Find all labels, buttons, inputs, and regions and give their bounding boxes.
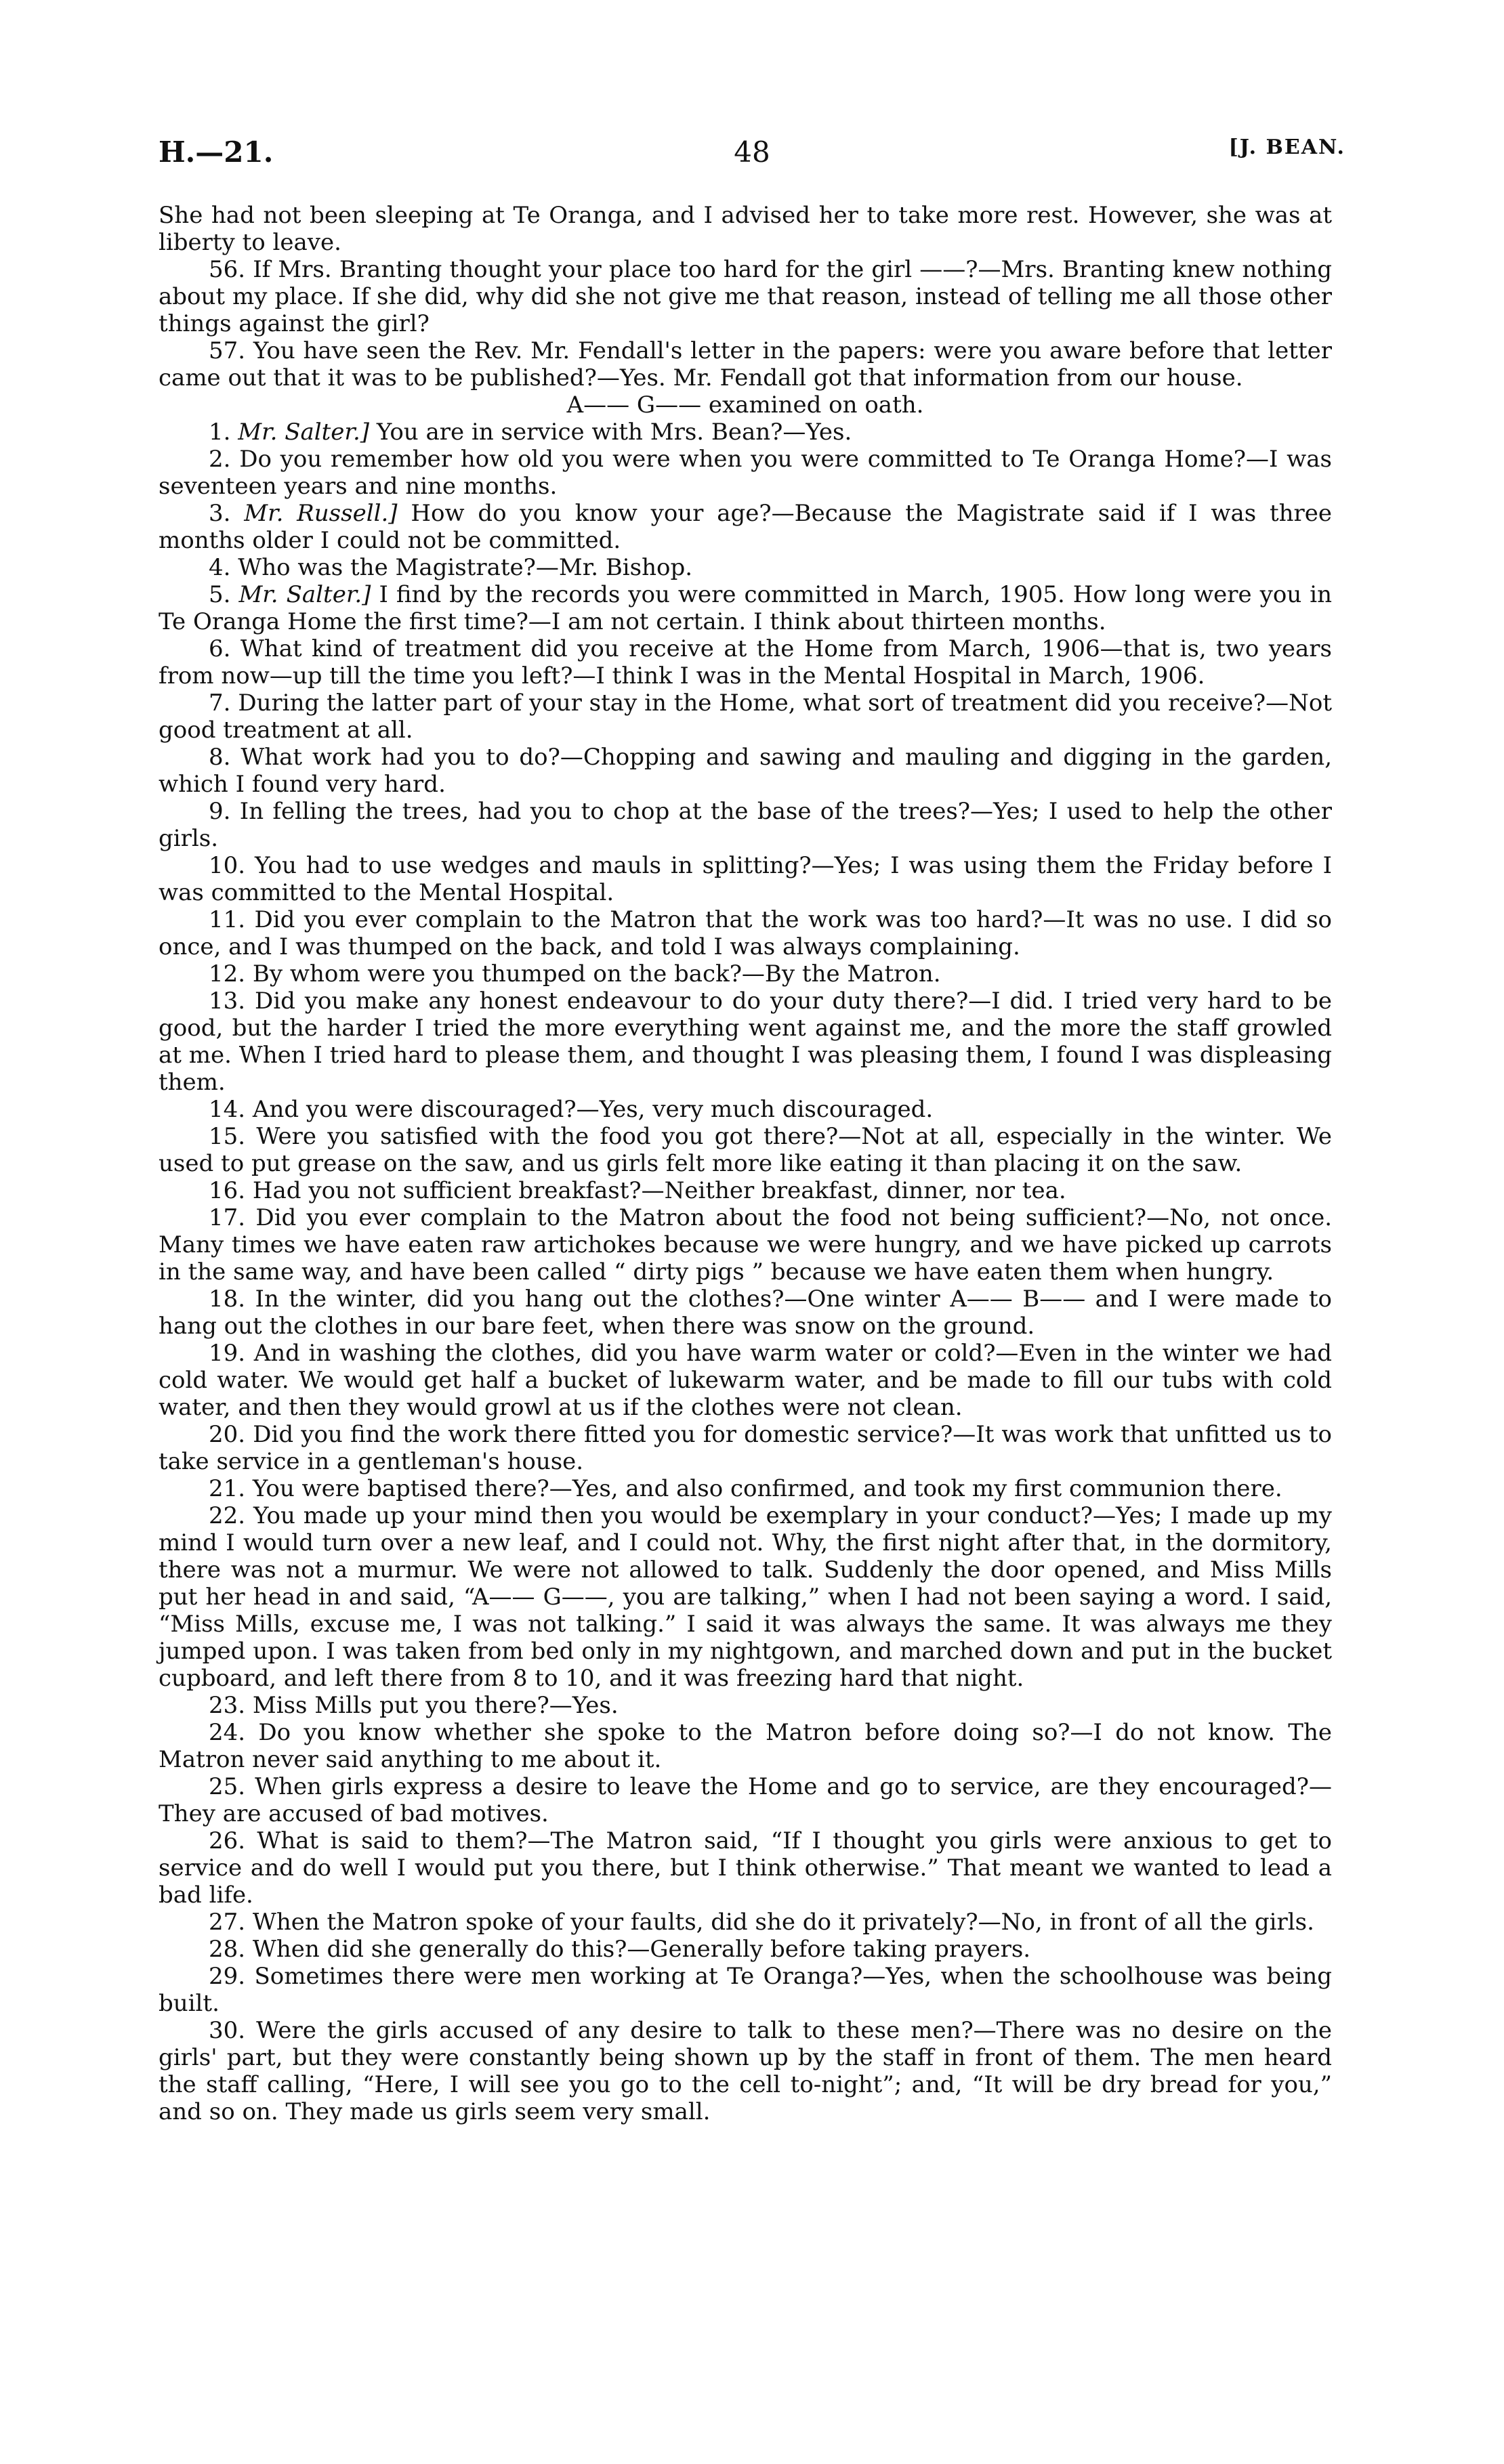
qa-item: [159, 960, 1332, 987]
question-number: 56.: [209, 256, 246, 283]
header-reference: H.—21.: [159, 135, 274, 169]
qa-text: In the winter, did you hang out the clothes?—One winter A—— B—— and I were made to hang out the clothes in our bare feet, when there was snow on the ground.: [159, 1286, 1333, 1340]
qa-text: What work had you to do?—Chopping and sawing and mauling and digging in the garden, which I found very hard.: [159, 744, 1332, 798]
question-number: 23.: [209, 1692, 246, 1719]
qa-text: Do you know whether she spoke to the Matron before doing so?—I do not know. The Matron never said anything to me about it.: [159, 1719, 1332, 1773]
intro-paragraphs: [159, 202, 1332, 391]
qa-item: [159, 500, 1332, 554]
qa-text: You had to use wedges and mauls in splitting?—Yes; I was using them the Friday before I was committed to the Mental Hospital.: [159, 852, 1333, 906]
question-number: 30.: [209, 2017, 246, 2044]
qa-text: Were you satisfied with the food you got there?—Not at all, especially in the winter. We used to put grease on the saw, and us girls felt more like eating it than placing it on the saw.: [159, 1123, 1332, 1177]
page-number: 48: [734, 135, 770, 169]
qa-text: By whom were you thumped on the back?—By the Matron.: [252, 960, 941, 987]
qa-text: In felling the trees, had you to chop at the base of the trees?—Yes; I used to help the other girls.: [159, 798, 1332, 852]
question-number: 21.: [209, 1475, 246, 1502]
question-number: 16.: [209, 1177, 246, 1204]
paragraph-text: If Mrs. Branting thought your place too hard for the girl ——?—Mrs. Branting knew nothing about my place. If she did, why did she not give me that reason, instead of telling me all those other things against the girl?: [159, 256, 1332, 337]
qa-item: [159, 689, 1332, 744]
question-number: 10.: [209, 852, 246, 879]
qa-text: And in washing the clothes, did you have warm water or cold?—Even in the winter we had cold water. We would get half a bucket of lukewarm water, and be made to fill our tubs with cold water, and then they would growl at us if the clothes were not clean.: [159, 1340, 1332, 1421]
qa-text: Had you not sufficient breakfast?—Neither breakfast, dinner, nor tea.: [252, 1177, 1066, 1204]
qa-text: Miss Mills put you there?—Yes.: [252, 1692, 619, 1719]
header-witness: [J. BEAN.: [1228, 135, 1345, 159]
qa-item: [159, 1421, 1332, 1475]
question-number: 9.: [209, 798, 231, 825]
qa-text: Did you ever complain to the Matron that the work was too hard?—It was no use. I did so once, and I was thumped on the back, and told I was always complaining.: [159, 906, 1332, 960]
qa-item: [159, 419, 1332, 446]
qa-text: When girls express a desire to leave the Home and go to service, are they encouraged?—They are accused of bad motives.: [159, 1773, 1332, 1827]
qa-item: [159, 1692, 1332, 1719]
qa-item: [159, 1909, 1332, 1936]
speaker-name: Mr. Russell.]: [244, 500, 398, 527]
paragraph: [159, 337, 1332, 391]
qa-item: [159, 1773, 1332, 1827]
question-number: 5.: [209, 581, 231, 608]
qa-text: Who was the Magistrate?—Mr. Bishop.: [238, 554, 693, 581]
qa-item: [159, 1719, 1332, 1773]
question-number: 2.: [209, 446, 231, 473]
question-number: 19.: [209, 1340, 246, 1367]
question-number: 11.: [209, 906, 246, 933]
qa-item: [159, 1204, 1332, 1286]
qa-text: You are in service with Mrs. Bean?—Yes.: [376, 419, 852, 446]
question-number: 6.: [209, 635, 231, 662]
qa-text: I find by the records you were committed in March, 1905. How long were you in Te Oranga Home the first time?—I am not certain. I think about thirteen months.: [159, 581, 1332, 635]
question-number: 57.: [209, 337, 246, 364]
qa-item: [159, 1936, 1332, 1963]
section-heading: A—— G—— examined on oath.: [566, 391, 924, 419]
qa-item: [159, 744, 1332, 798]
qa-item: [159, 2017, 1332, 2125]
qa-item: [159, 1475, 1332, 1502]
speaker-name: Mr. Salter.]: [238, 419, 370, 446]
paragraph: [159, 256, 1332, 337]
question-number: 22.: [209, 1502, 246, 1529]
qa-text: Did you make any honest endeavour to do your duty there?—I did. I tried very hard to be good, but the harder I tried the more everything went against me, and the more the staff growled at me. When I tried hard to please them, and thought I was pleasing them, I found I was displeasing them.: [159, 987, 1332, 1096]
question-number: 27.: [209, 1909, 246, 1936]
qa-item: [159, 1286, 1332, 1340]
qa-item: [159, 635, 1332, 689]
question-number: 1.: [209, 419, 231, 446]
paragraph: [159, 202, 1332, 256]
qa-item: [159, 1827, 1332, 1909]
question-number: 12.: [209, 960, 246, 987]
question-number: 29.: [209, 1963, 246, 1990]
qa-item: [159, 1502, 1332, 1692]
question-number: 26.: [209, 1827, 246, 1854]
qa-text: Were the girls accused of any desire to talk to these men?—There was no desire on the girls' part, but they were constantly being shown up by the staff in front of them. The men heard the staff calling, “Here, I will see you go to the cell to-night”; and, “It will be dry bread for you,” and so on. They made us girls seem very small.: [159, 2017, 1333, 2125]
question-number: 4.: [209, 554, 231, 581]
qa-text: When the Matron spoke of your faults, did she do it privately?—No, in front of all the girls.: [252, 1909, 1314, 1936]
qa-item: [159, 906, 1332, 960]
qa-text: Sometimes there were men working at Te Oranga?—Yes, when the schoolhouse was being built.: [159, 1963, 1332, 2017]
qa-item: [159, 852, 1332, 906]
qa-text: Do you remember how old you were when you were committed to Te Oranga Home?—I was seventeen years and nine months.: [159, 446, 1333, 500]
document-body: [159, 202, 1332, 2125]
qa-list: [159, 419, 1332, 2125]
question-number: 14.: [209, 1096, 246, 1123]
qa-item: [159, 1963, 1332, 2017]
qa-text: What is said to them?—The Matron said, “If I thought you girls were anxious to get to service and do well I would put you there, but I think otherwise.” That meant we wanted to lead a bad life.: [159, 1827, 1332, 1909]
qa-text: You were baptised there?—Yes, and also confirmed, and took my first communion there.: [252, 1475, 1282, 1502]
question-number: 28.: [209, 1936, 246, 1963]
paragraph-text: She had not been sleeping at Te Oranga, and I advised her to take more rest. However, she was at liberty to leave.: [159, 202, 1332, 256]
qa-text: During the latter part of your stay in the Home, what sort of treatment did you receive?—Not good treatment at all.: [159, 689, 1333, 744]
question-number: 15.: [209, 1123, 246, 1150]
qa-item: [159, 798, 1332, 852]
qa-item: [159, 554, 1332, 581]
qa-text: You made up your mind then you would be exemplary in your conduct?—Yes; I made up my mind I would turn over a new leaf, and I could not. Why, the first night after that, in the dormitory, there was not a murmur. We were not allowed to talk. Suddenly the door opened, and Miss Mills put her head in and said, “A—— G——, you are talking,” when I had not been saying a word. I said, “Miss Mills, excuse me, I was not talking.” I said it was always the same. It was always me they jumped upon. I was taken from bed only in my nightgown, and marched down and put in the bucket cupboard, and left there from 8 to 10, and it was freezing hard that night.: [159, 1502, 1332, 1692]
question-number: 8.: [209, 744, 231, 771]
question-number: 7.: [209, 689, 231, 717]
qa-text: And you were discouraged?—Yes, very much discouraged.: [252, 1096, 934, 1123]
question-number: 17.: [209, 1204, 246, 1231]
qa-item: [159, 1096, 1332, 1123]
paragraph-text: You have seen the Rev. Mr. Fendall's letter in the papers: were you aware before that letter came out that it was to be published?—Yes. Mr. Fendall got that information from our house.: [159, 337, 1332, 391]
question-number: 3.: [209, 500, 231, 527]
question-number: 20.: [209, 1421, 246, 1448]
qa-item: [159, 446, 1332, 500]
question-number: 18.: [209, 1286, 246, 1313]
qa-item: [159, 987, 1332, 1096]
qa-text: Did you ever complain to the Matron about the food not being sufficient?—No, not once. Many times we have eaten raw artichokes because we were hungry, and we have picked up carrots in the same way, and have been called “ dirty pigs ” because we have eaten them when hungry.: [159, 1204, 1333, 1286]
qa-text: Did you find the work there fitted you for domestic service?—It was work that unfitted us to take service in a gentleman's house.: [159, 1421, 1333, 1475]
qa-item: [159, 1340, 1332, 1421]
qa-item: [159, 1123, 1332, 1177]
qa-text: What kind of treatment did you receive at the Home from March, 1906—that is, two years from now—up till the time you left?—I think I was in the Mental Hospital in March, 1906.: [159, 635, 1332, 689]
qa-text: How do you know your age?—Because the Magistrate said if I was three months older I could not be committed.: [159, 500, 1333, 554]
qa-text: When did she generally do this?—Generally before taking prayers.: [252, 1936, 1031, 1963]
question-number: 25.: [209, 1773, 246, 1800]
qa-item: [159, 1177, 1332, 1204]
question-number: 13.: [209, 987, 246, 1015]
speaker-name: Mr. Salter.]: [238, 581, 371, 608]
qa-item: [159, 581, 1332, 635]
question-number: 24.: [209, 1719, 246, 1746]
